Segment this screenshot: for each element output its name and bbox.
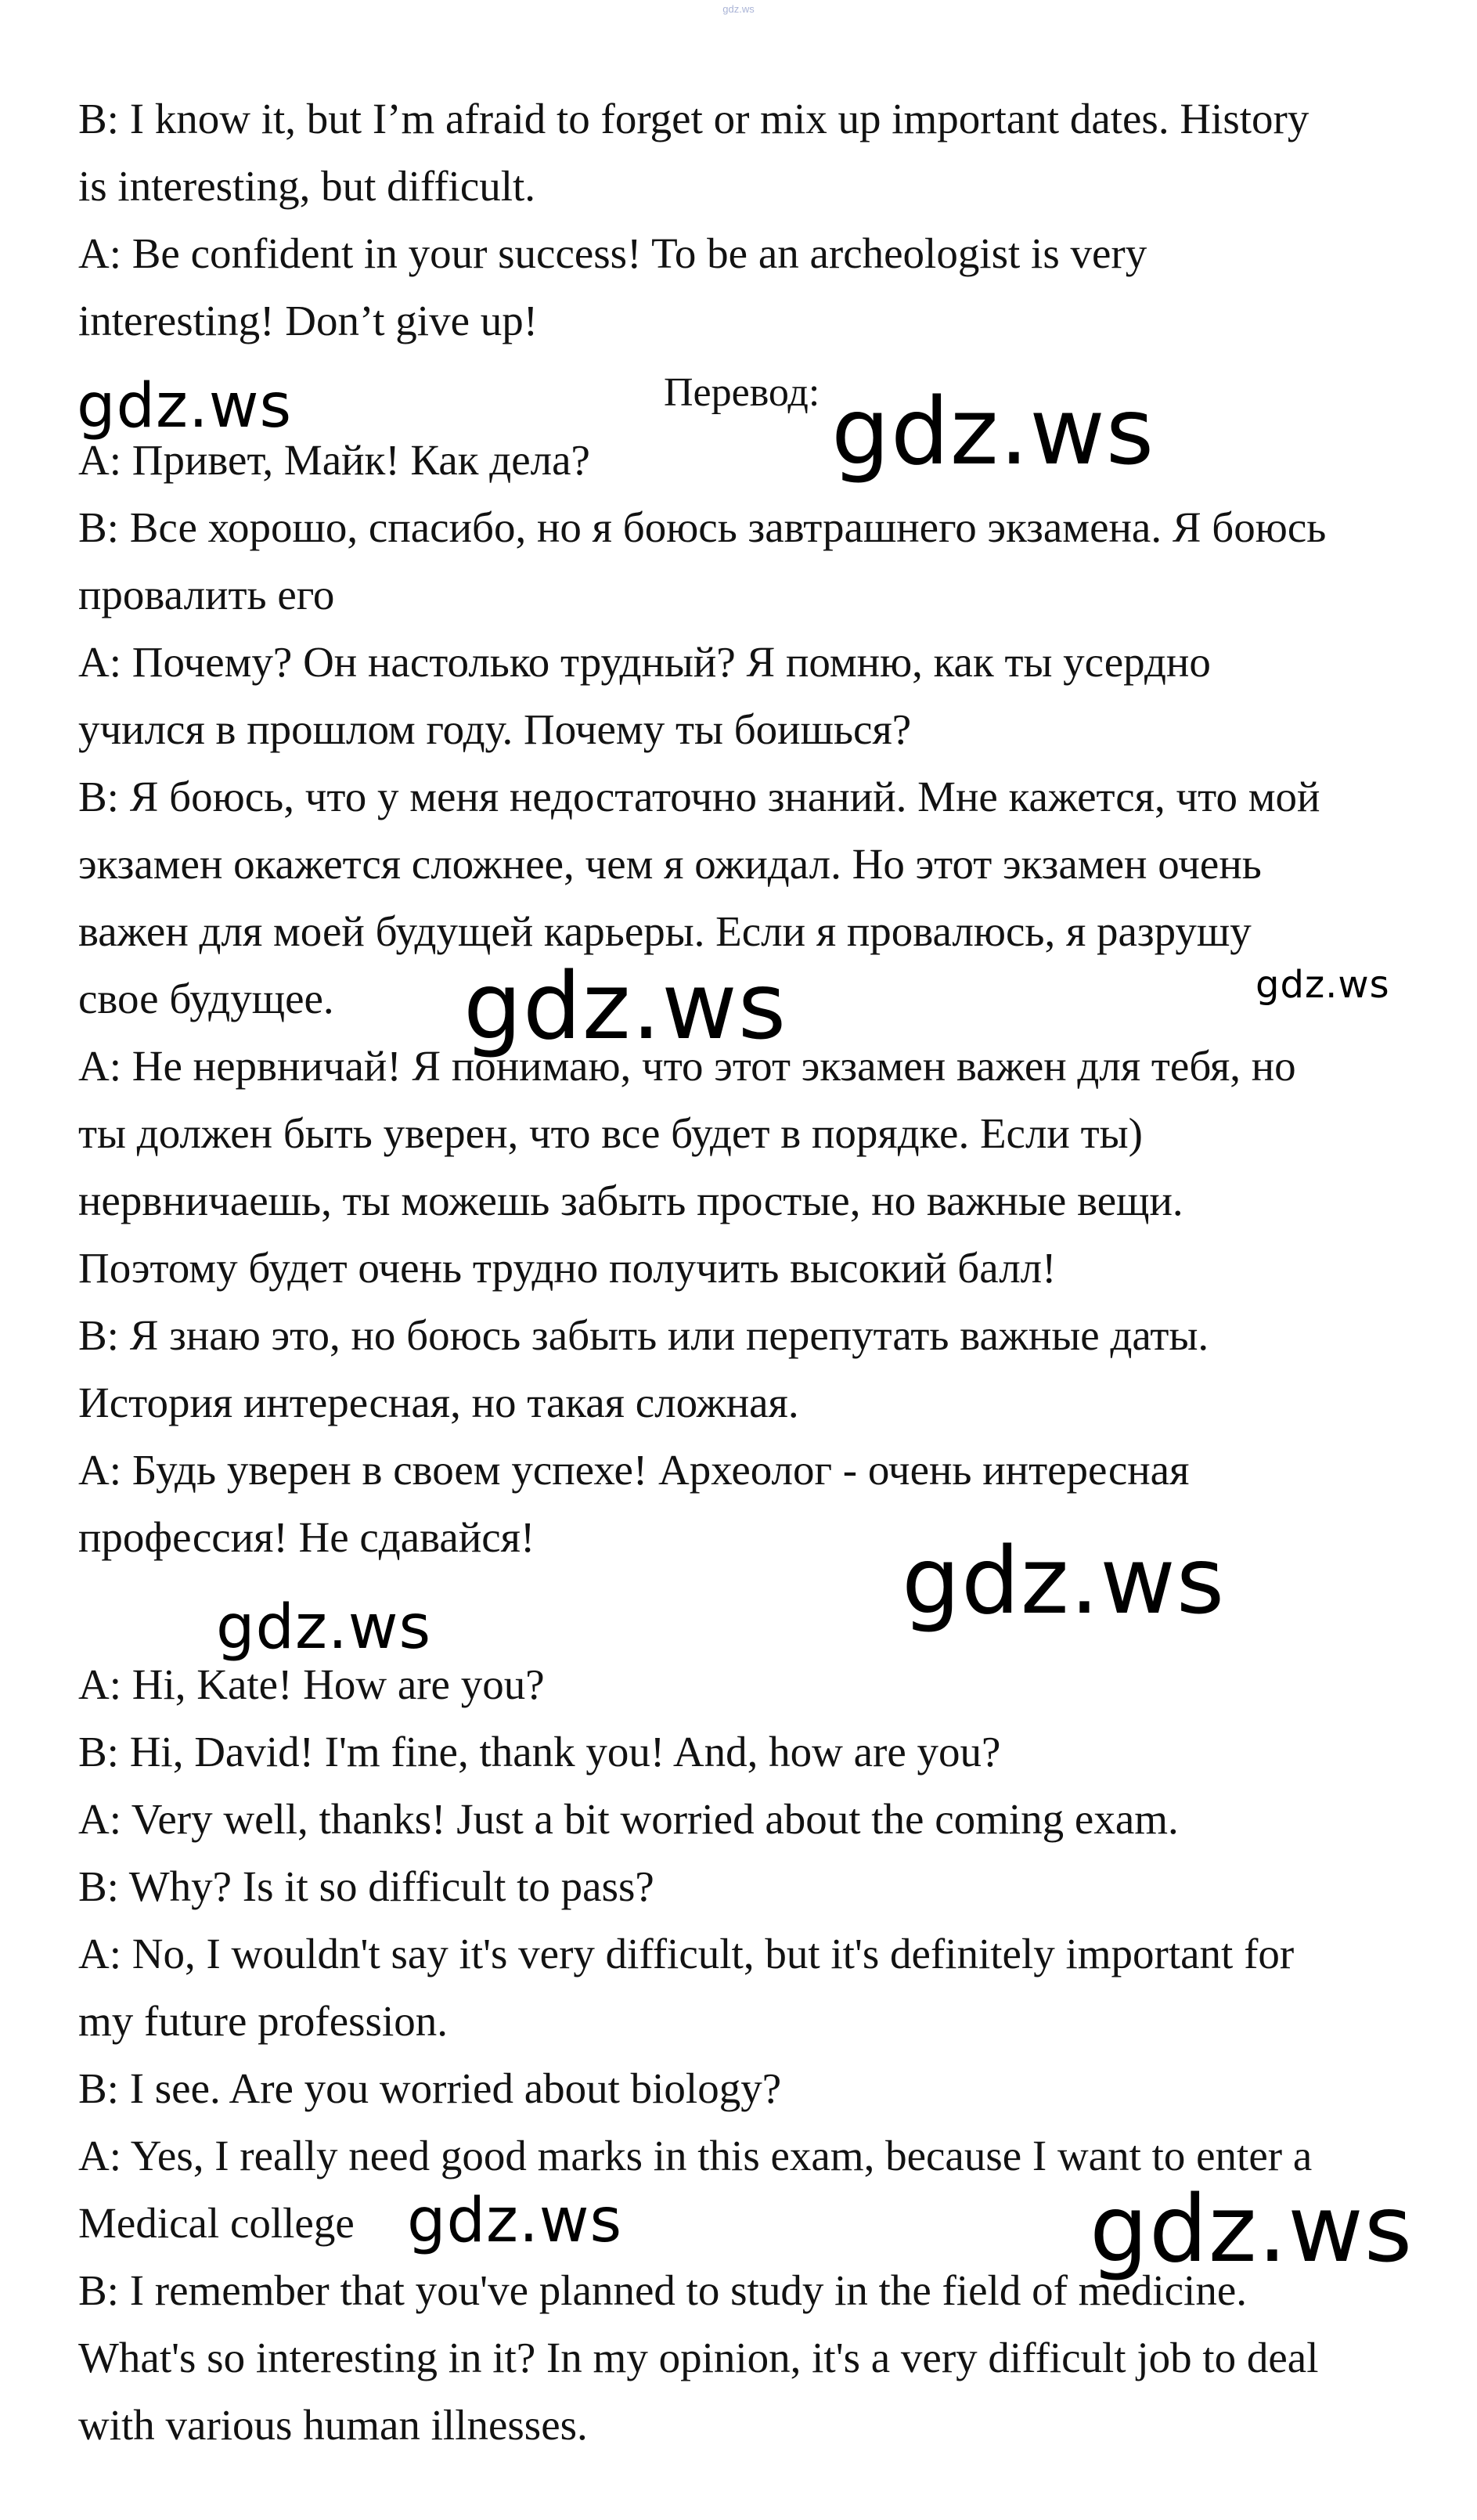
text-line: A: Почему? Он настолько трудный? Я помню, как ты усердно	[78, 638, 1211, 686]
watermark: gdz.ws	[831, 377, 1155, 485]
text-line: my future profession.	[78, 1997, 448, 2045]
text-line: свое будущее.	[78, 975, 334, 1022]
text-line: Поэтому будет очень трудно получить высокий балл!	[78, 1244, 1057, 1292]
text-line: A: Be confident in your success! To be an archeologist is very	[78, 229, 1147, 277]
watermark: gdz.ws	[407, 2186, 623, 2256]
text-line: B: I see. Are you worried about biology?	[78, 2064, 782, 2112]
watermark: gdz.ws	[216, 1592, 432, 1663]
text-line: История интересная, но такая сложная.	[78, 1379, 799, 1426]
site-mark: gdz.ws	[722, 3, 755, 15]
watermark: gdz.ws	[463, 952, 787, 1060]
text-line: A: Будь уверен в своем успехе! Археолог - очень интересная	[78, 1446, 1190, 1494]
text-line: Medical college	[78, 2199, 355, 2247]
text-line: A: Hi, Kate! How are you?	[78, 1660, 545, 1708]
text-line: interesting! Don’t give up!	[78, 297, 539, 344]
text-line: is interesting, but difficult.	[78, 162, 536, 210]
text-line: B: Все хорошо, спасибо, но я боюсь завтрашнего экзамена. Я боюсь	[78, 503, 1327, 551]
text-line: A: Yes, I really need good marks in this exam, because I want to enter a	[78, 2132, 1313, 2179]
watermark: gdz.ws	[902, 1527, 1226, 1635]
text-line: B: Why? Is it so difficult to pass?	[78, 1862, 654, 1910]
text-line: A: Very well, thanks! Just a bit worried about the coming exam.	[78, 1795, 1179, 1843]
text-line: нервничаешь, ты можешь забыть простые, но важные вещи.	[78, 1177, 1183, 1224]
text-line: A: No, I wouldn't say it's very difficult, but it's definitely important for	[78, 1930, 1295, 1977]
text-line: B: Я боюсь, что у меня недостаточно знаний. Мне кажется, что мой	[78, 773, 1320, 820]
text-line: A: Не нервничай! Я понимаю, что этот экзамен важен для тебя, но	[78, 1042, 1296, 1090]
text-line: важен для моей будущей карьеры. Если я провалюсь, я разрушу	[78, 907, 1252, 955]
watermark: gdz.ws	[1255, 963, 1390, 1007]
text-line: B: Я знаю это, но боюсь забыть или перепутать важные даты.	[78, 1311, 1209, 1359]
text-line: B: I remember that you've planned to study in the field of medicine.	[78, 2266, 1247, 2314]
text-line: What's so interesting in it? In my opinion, it's a very difficult job to deal	[78, 2334, 1319, 2381]
text-line: профессия! Не сдавайся!	[78, 1513, 535, 1561]
watermark: gdz.ws	[77, 371, 293, 442]
text-line: учился в прошлом году. Почему ты боишься?	[78, 705, 912, 753]
watermark: gdz.ws	[1090, 2175, 1414, 2283]
translation-heading: Перевод:	[664, 370, 820, 415]
text-line: ты должен быть уверен, что все будет в порядке. Если ты)	[78, 1109, 1143, 1157]
text-line: with various human illnesses.	[78, 2401, 588, 2449]
text-line: провалить его	[78, 571, 335, 618]
text-line: B: I know it, but I’m afraid to forget or mix up important dates. History	[78, 95, 1309, 142]
text-line: A: Привет, Майк! Как дела?	[78, 436, 590, 484]
text-line: экзамен окажется сложнее, чем я ожидал. Но этот экзамен очень	[78, 840, 1262, 888]
text-line: B: Hi, David! I'm fine, thank you! And, how are you?	[78, 1728, 1001, 1776]
